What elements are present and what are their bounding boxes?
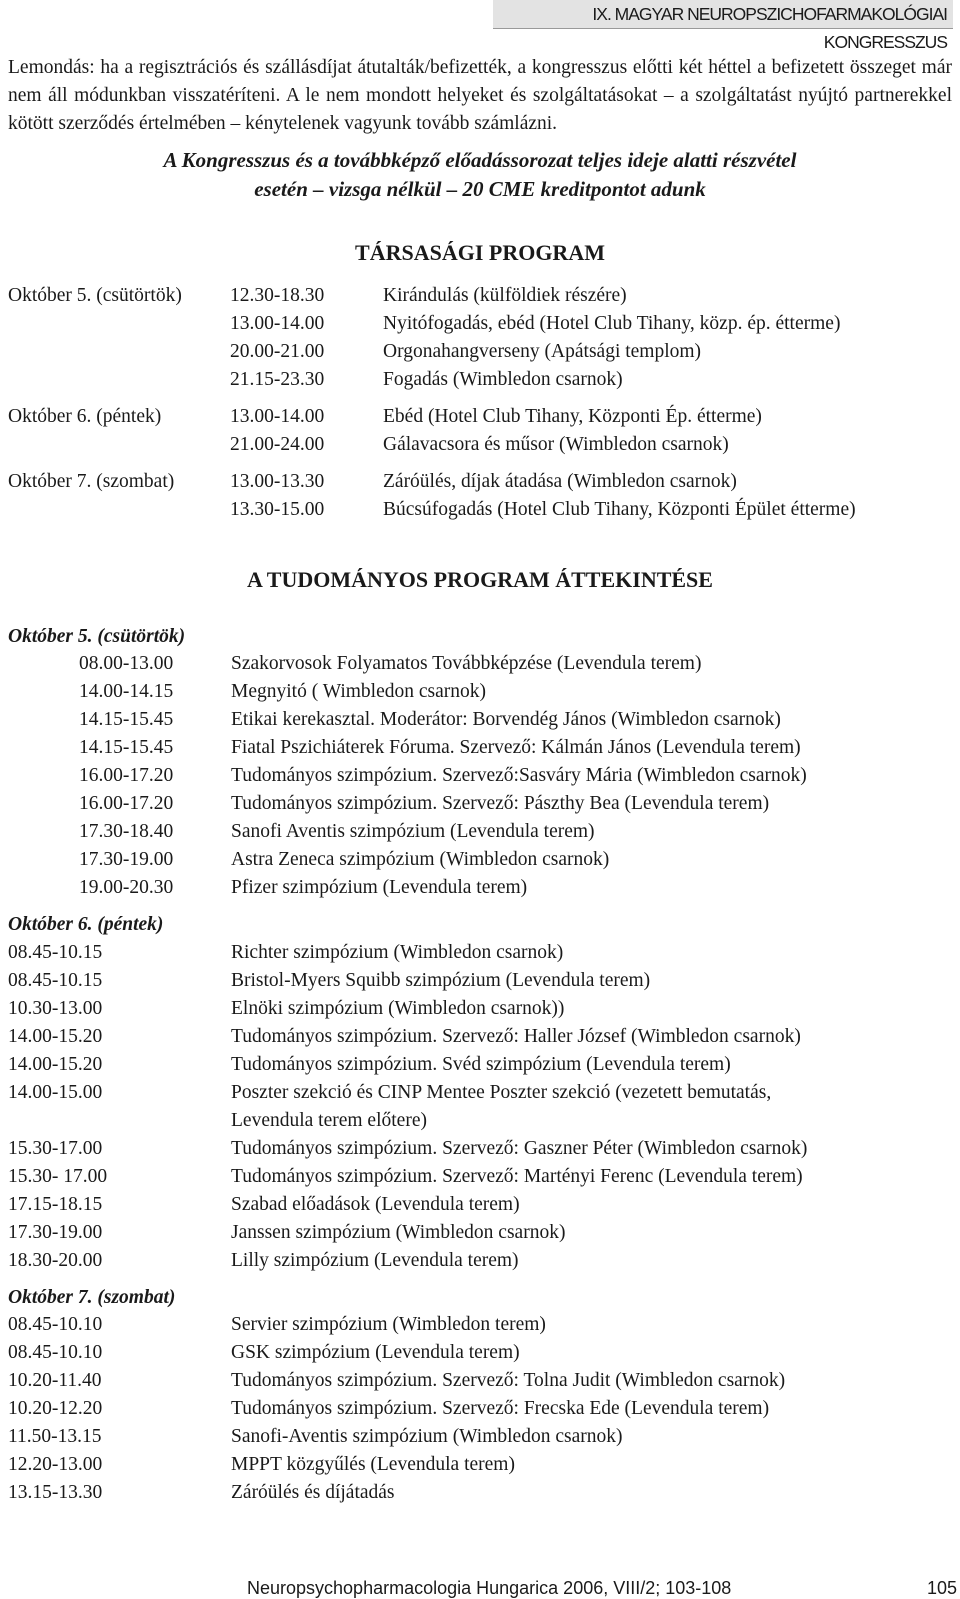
program-event: Etikai kerekasztal. Moderátor: Borvendég János (Wimbledon csarnok)	[231, 709, 781, 730]
social-time: 13.00-13.30	[230, 471, 325, 492]
day-heading: Október 5. (csütörtök)	[8, 626, 186, 647]
program-time: 15.30- 17.00	[8, 1166, 108, 1187]
social-event: Búcsúfogadás (Hotel Club Tihany, Központi Épület étterme)	[383, 499, 856, 520]
program-time: 17.15-18.15	[8, 1194, 103, 1215]
social-program-title: TÁRSASÁGI PROGRAM	[355, 240, 605, 265]
social-day: Október 6. (péntek)	[8, 406, 162, 427]
program-time: 10.30-13.00	[8, 998, 103, 1019]
program-time: 15.30-17.00	[8, 1138, 103, 1159]
program-event: Poszter szekció és CINP Mentee Poszter szekció (vezetett bemutatás,	[231, 1082, 772, 1103]
program-event: Tudományos szimpózium. Szervező: Frecska Ede (Levendula terem)	[231, 1398, 770, 1419]
day-heading: Október 7. (szombat)	[8, 1287, 176, 1308]
social-time: 21.00-24.00	[230, 434, 325, 455]
social-time: 20.00-21.00	[230, 341, 325, 362]
program-event: Astra Zeneca szimpózium (Wimbledon csarnok)	[231, 849, 610, 870]
program-event: Lilly szimpózium (Levendula terem)	[231, 1250, 519, 1271]
program-time: 17.30-19.00	[79, 849, 174, 870]
program-event: Tudományos szimpózium. Szervező: Gaszner Péter (Wimbledon csarnok)	[231, 1138, 808, 1159]
program-time: 14.00-15.00	[8, 1082, 103, 1103]
program-event: Záróülés és díjátadás	[231, 1482, 395, 1503]
cme-notice	[0, 146, 960, 204]
social-day: Október 5. (csütörtök)	[8, 285, 182, 306]
program-event: Levendula terem előtere)	[231, 1110, 427, 1131]
program-time: 08.45-10.10	[8, 1314, 103, 1335]
program-event: GSK szimpózium (Levendula terem)	[231, 1342, 520, 1363]
program-event: Janssen szimpózium (Wimbledon csarnok)	[231, 1222, 566, 1243]
day-heading: Október 6. (péntek)	[8, 914, 164, 935]
program-event: Servier szimpózium (Wimbledon terem)	[231, 1314, 546, 1335]
social-event: Kirándulás (külföldiek részére)	[383, 285, 627, 306]
program-event: Tudományos szimpózium. Szervező: Martényi Ferenc (Levendula terem)	[231, 1166, 803, 1187]
social-time: 13.00-14.00	[230, 313, 325, 334]
program-event: Tudományos szimpózium. Szervező: Pászthy Bea (Levendula terem)	[231, 793, 770, 814]
program-time: 16.00-17.20	[79, 793, 174, 814]
program-event: Elnöki szimpózium (Wimbledon csarnok))	[231, 998, 565, 1019]
cme-line-2: esetén – vizsga nélkül – 20 CME kreditpontot adunk	[254, 177, 706, 201]
program-time: 14.15-15.45	[79, 737, 174, 758]
cancellation-policy: Lemondás: ha a regisztrációs és szállásdíjat átutalták/befizették, a kongresszus előtti két héttel a befizetett összeget már nem áll módunkban visszatéríteni. A le nem mondott helyeket és szolgáltatásokat – a szolgáltatást nyújtó partnerekkel kötött szerződés értelmében – kénytelenek vagyunk tovább számlázni.	[8, 57, 952, 134]
program-time: 18.30-20.00	[8, 1250, 103, 1271]
program-time: 08.45-10.15	[8, 970, 103, 991]
program-time: 14.00-15.20	[8, 1054, 103, 1075]
program-time: 08.00-13.00	[79, 653, 174, 674]
program-event: Megnyitó ( Wimbledon csarnok)	[231, 681, 487, 702]
social-event: Záróülés, díjak átadása (Wimbledon csarnok)	[383, 471, 737, 492]
cme-line-1: A Kongresszus és a továbbképző előadássorozat teljes ideje alatti részvétel	[163, 148, 797, 172]
program-event: Tudományos szimpózium. Szervező: Haller József (Wimbledon csarnok)	[231, 1026, 801, 1047]
program-time: 08.45-10.15	[8, 942, 103, 963]
program-time: 08.45-10.10	[8, 1342, 103, 1363]
program-time: 10.20-11.40	[8, 1370, 102, 1391]
page-number: 105	[927, 1578, 958, 1598]
header-title: IX. MAGYAR NEUROPSZICHOFARMAKOLÓGIAI KONGRESSZUS	[592, 4, 947, 52]
program-event: Sanofi Aventis szimpózium (Levendula terem)	[231, 821, 595, 842]
social-time: 13.30-15.00	[230, 499, 325, 520]
program-event: Szabad előadások (Levendula terem)	[231, 1194, 520, 1215]
program-event: MPPT közgyűlés (Levendula terem)	[231, 1454, 515, 1475]
program-event: Fiatal Pszichiáterek Fóruma. Szervező: Kálmán János (Levendula terem)	[231, 737, 801, 758]
program-time: 17.30-18.40	[79, 821, 174, 842]
program-event: Richter szimpózium (Wimbledon csarnok)	[231, 942, 564, 963]
journal-citation: Neuropsychopharmacologia Hungarica 2006, VIII/2; 103-108	[247, 1578, 732, 1598]
program-time: 17.30-19.00	[8, 1222, 103, 1243]
program-time: 16.00-17.20	[79, 765, 174, 786]
social-time: 21.15-23.30	[230, 369, 325, 390]
program-event: Sanofi-Aventis szimpózium (Wimbledon csarnok)	[231, 1426, 623, 1447]
program-time: 11.50-13.15	[8, 1426, 102, 1447]
program-time: 13.15-13.30	[8, 1482, 103, 1503]
program-event: Tudományos szimpózium. Svéd szimpózium (Levendula terem)	[231, 1054, 731, 1075]
program-event: Bristol-Myers Squibb szimpózium (Levendula terem)	[231, 970, 651, 991]
social-event: Nyitófogadás, ebéd (Hotel Club Tihany, közp. ép. étterme)	[383, 313, 841, 334]
scientific-program-title: A TUDOMÁNYOS PROGRAM ÁTTEKINTÉSE	[247, 567, 713, 592]
program-time: 12.20-13.00	[8, 1454, 103, 1475]
running-header	[493, 0, 953, 52]
social-event: Gálavacsora és műsor (Wimbledon csarnok)	[383, 434, 729, 455]
program-event: Szakorvosok Folyamatos Továbbképzése (Levendula terem)	[231, 653, 702, 674]
social-event: Ebéd (Hotel Club Tihany, Központi Ép. étterme)	[383, 406, 762, 427]
program-time: 19.00-20.30	[79, 877, 174, 898]
program-time: 14.15-15.45	[79, 709, 174, 730]
program-event: Pfizer szimpózium (Levendula terem)	[231, 877, 528, 898]
program-time: 14.00-14.15	[79, 681, 174, 702]
program-event: Tudományos szimpózium. Szervező:Sasváry Mária (Wimbledon csarnok)	[231, 765, 807, 786]
social-time: 13.00-14.00	[230, 406, 325, 427]
social-day: Október 7. (szombat)	[8, 471, 175, 492]
social-event: Orgonahangverseny (Apátsági templom)	[383, 341, 702, 362]
program-event: Tudományos szimpózium. Szervező: Tolna Judit (Wimbledon csarnok)	[231, 1370, 786, 1391]
program-time: 10.20-12.20	[8, 1398, 103, 1419]
program-time: 14.00-15.20	[8, 1026, 103, 1047]
social-event: Fogadás (Wimbledon csarnok)	[383, 369, 623, 390]
social-time: 12.30-18.30	[230, 285, 325, 306]
